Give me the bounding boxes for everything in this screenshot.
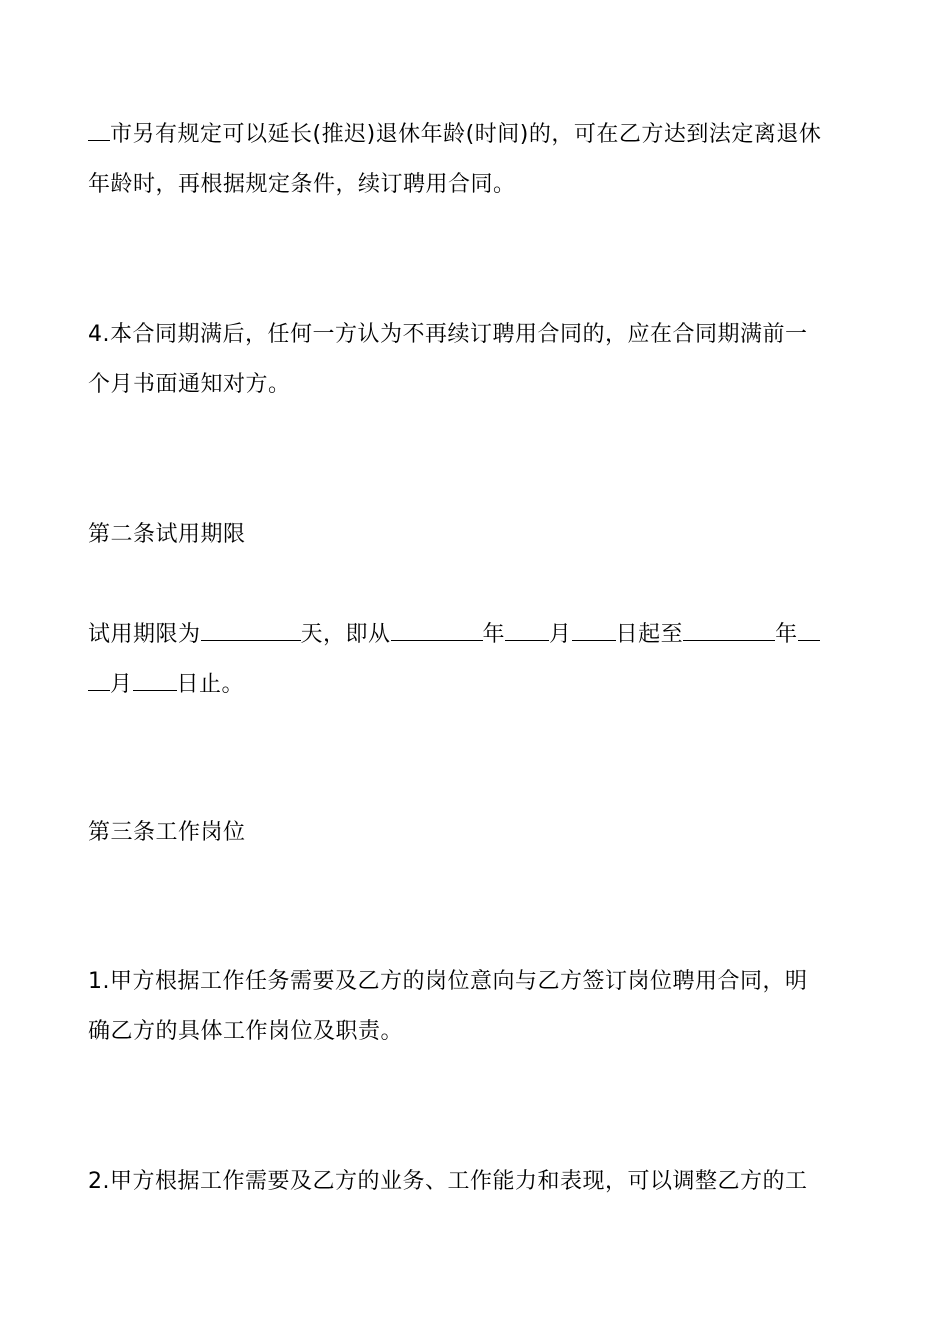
paragraph-retirement-extension: [88, 110, 868, 210]
fill-in-blank-start-month: [505, 620, 549, 641]
fill-in-blank: [88, 122, 110, 147]
text-run: 年: [775, 622, 798, 647]
section-heading-job-position: [88, 808, 868, 858]
text-line: 2.甲方根据工作需要及乙方的业务、工作能力和表现，可以调整乙方的工: [88, 1169, 808, 1194]
text-run: 日起至: [615, 622, 684, 647]
text-line: [88, 110, 868, 160]
fill-in-blank-end-month-part1: [798, 620, 820, 641]
section-heading-probation-period: [88, 510, 868, 560]
text-line: 确乙方的具体工作岗位及职责。: [88, 1019, 404, 1044]
paragraph-contract-expiry-notice: [88, 310, 868, 410]
text-run: 日止。: [176, 672, 245, 697]
paragraph-position-contract: [88, 957, 868, 1057]
text-run: 年: [482, 622, 506, 647]
text-line: [88, 660, 868, 710]
text-line: [88, 610, 868, 660]
fill-in-blank-start-year: [391, 620, 483, 641]
text-run: 天，即从: [300, 622, 391, 647]
paragraph-probation-dates: [88, 610, 868, 710]
fill-in-blank-end-month-part2: [88, 670, 110, 691]
text-line: 4.本合同期满后，任何一方认为不再续订聘用合同的，应在合同期满前一: [88, 322, 808, 347]
text-line: 年龄时，再根据规定条件，续订聘用合同。: [88, 172, 516, 197]
heading-text: 第三条工作岗位: [88, 820, 246, 845]
text-run: 市另有规定可以延长(推迟)退休年龄(时间)的，可在乙方达到法定离退休: [110, 122, 822, 147]
text-line: 个月书面通知对方。: [88, 372, 291, 397]
text-line: 1.甲方根据工作任务需要及乙方的岗位意向与乙方签订岗位聘用合同，明: [88, 969, 808, 994]
fill-in-blank-end-year: [683, 620, 775, 641]
fill-in-blank-days: [201, 620, 301, 641]
heading-text: 第二条试用期限: [88, 522, 246, 547]
text-run: 试用期限为: [88, 622, 201, 647]
paragraph-position-adjustment: [88, 1157, 868, 1207]
fill-in-blank-start-day: [572, 620, 616, 641]
fill-in-blank-end-day: [133, 670, 177, 691]
text-run: 月: [110, 672, 133, 697]
text-run: 月: [549, 622, 572, 647]
